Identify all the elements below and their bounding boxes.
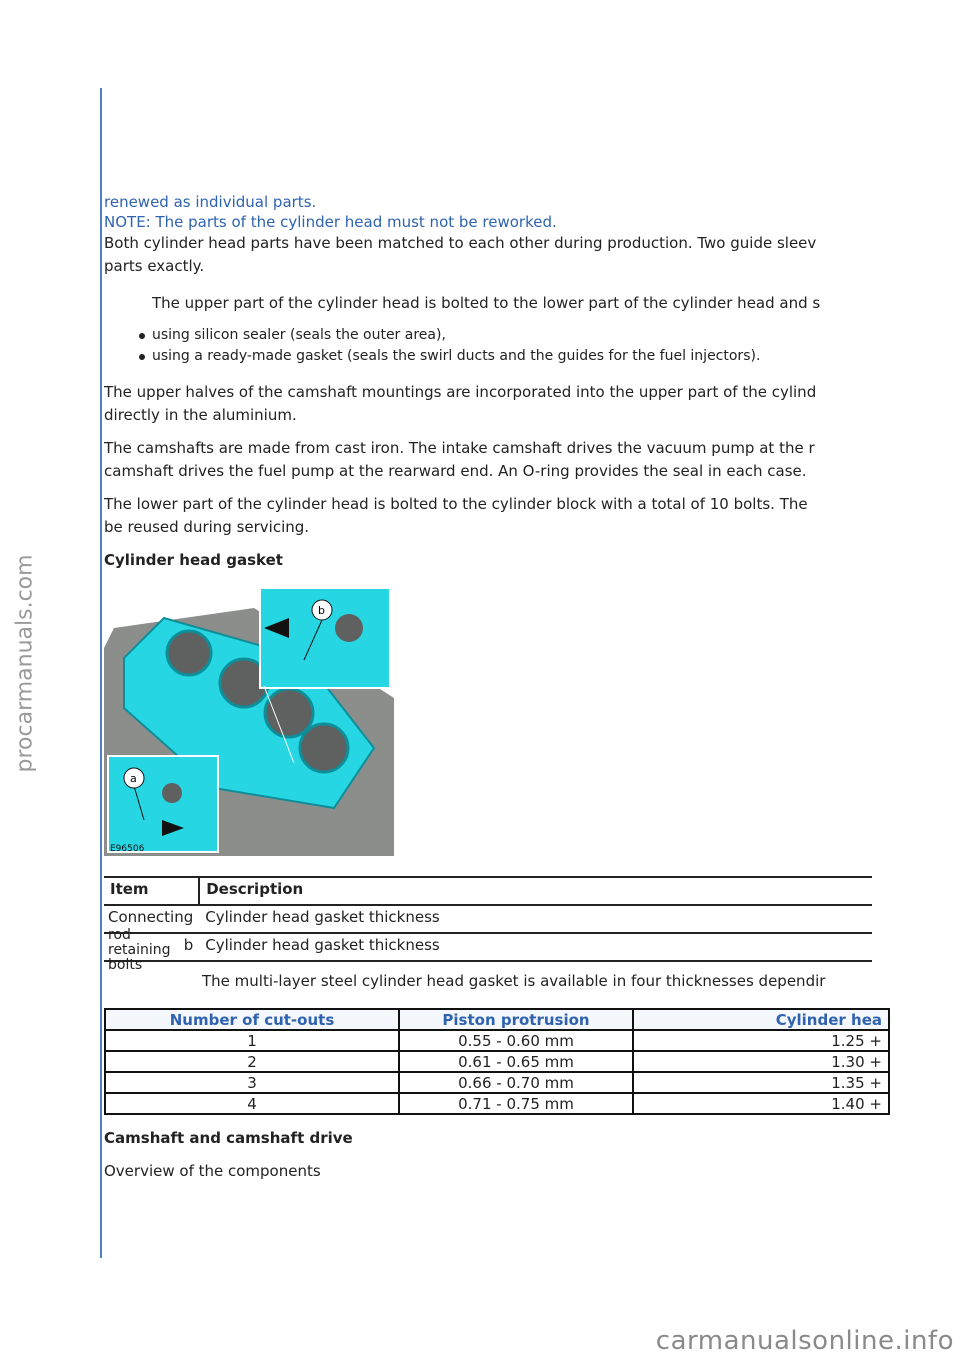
legend-description: Cylinder head gasket thickness [199,933,872,961]
overflow-line: rod [108,927,131,943]
cell-protrusion: 0.66 - 0.70 mm [399,1072,633,1093]
gasket-thickness-table [104,1008,890,1115]
overflow-line: bolts [108,957,143,973]
header-cylinder-head: Cylinder hea [633,1009,889,1030]
cell-protrusion: 0.71 - 0.75 mm [399,1093,633,1114]
legend-table [104,876,872,962]
legend-overflow-text [108,928,171,973]
cell-protrusion: 0.61 - 0.65 mm [399,1051,633,1072]
gasket-illustration [104,588,394,856]
header-cut-outs: Number of cut-outs [105,1009,399,1030]
section-title-gasket: Cylinder head gasket [104,551,283,569]
cell-thickness: 1.40 + [633,1093,889,1114]
overflow-line: retaining [108,942,171,958]
table-header-row [105,1009,889,1030]
legend-header-description: Description [199,877,872,905]
paragraph-4-line-1: The lower part of the cylinder head is bolted to the cylinder block with a total of 10 bolts. The [104,495,808,513]
paragraph-1-line-2: parts exactly. [104,257,205,275]
cell-thickness: 1.35 + [633,1072,889,1093]
side-watermark: procarmanuals.com [12,554,38,773]
paragraph-2-line-2: directly in the aluminium. [104,406,297,424]
paragraph-2-line-1: The upper halves of the camshaft mountings are incorporated into the upper part of the cylind [104,383,817,401]
gasket-paragraph: The multi-layer steel cylinder head gasket is available in four thicknesses dependir [202,972,826,990]
cell-cut-outs: 2 [105,1051,399,1072]
cell-thickness: 1.30 + [633,1051,889,1072]
bullet-item: using silicon sealer (seals the outer area), [152,325,872,346]
bullet-list [104,325,872,367]
callout-b: b [318,604,325,617]
legend-row [104,905,872,933]
cell-cut-outs: 1 [105,1030,399,1051]
legend-item: Connecting [104,905,199,933]
cell-thickness: 1.25 + [633,1030,889,1051]
gasket-diagram [104,588,394,856]
indented-paragraph: The upper part of the cylinder head is bolted to the lower part of the cylinder head and s [152,294,821,312]
cell-cut-outs: 3 [105,1072,399,1093]
section-subtitle: Overview of the components [104,1162,321,1180]
bullet-item: using a ready-made gasket (seals the swirl ducts and the guides for the fuel injectors). [152,346,872,367]
table-row [105,1072,889,1093]
document-body [104,192,882,1183]
table-row [105,1051,889,1072]
legend-item: b [104,933,199,961]
legend-description: Cylinder head gasket thickness [199,905,872,933]
paragraph-4-line-2: be reused during servicing. [104,518,310,536]
figure-caption: E96506 [110,844,145,854]
intro-line: renewed as individual parts. [104,193,317,211]
paragraph-3-line-1: The camshafts are made from cast iron. The intake camshaft drives the vacuum pump at the r [104,439,815,457]
section-title-camshaft: Camshaft and camshaft drive [104,1129,353,1147]
paragraph-3-line-2: camshaft drives the fuel pump at the rearward end. An O-ring provides the seal in each case. [104,462,807,480]
table-row [105,1030,889,1051]
margin-rule [100,88,102,1258]
note-line: NOTE: The parts of the cylinder head must not be reworked. [104,213,557,231]
table-row [105,1093,889,1114]
callout-a: a [130,772,137,785]
legend-row [104,933,872,961]
paragraph-1-line-1: Both cylinder head parts have been matched to each other during production. Two guide sleev [104,234,817,252]
cell-protrusion: 0.55 - 0.60 mm [399,1030,633,1051]
footer-watermark: carmanualsonline.info [655,1326,954,1356]
header-piston-protrusion: Piston protrusion [399,1009,633,1030]
legend-header-row [104,877,872,905]
legend-header-item: Item [104,877,199,905]
cell-cut-outs: 4 [105,1093,399,1114]
